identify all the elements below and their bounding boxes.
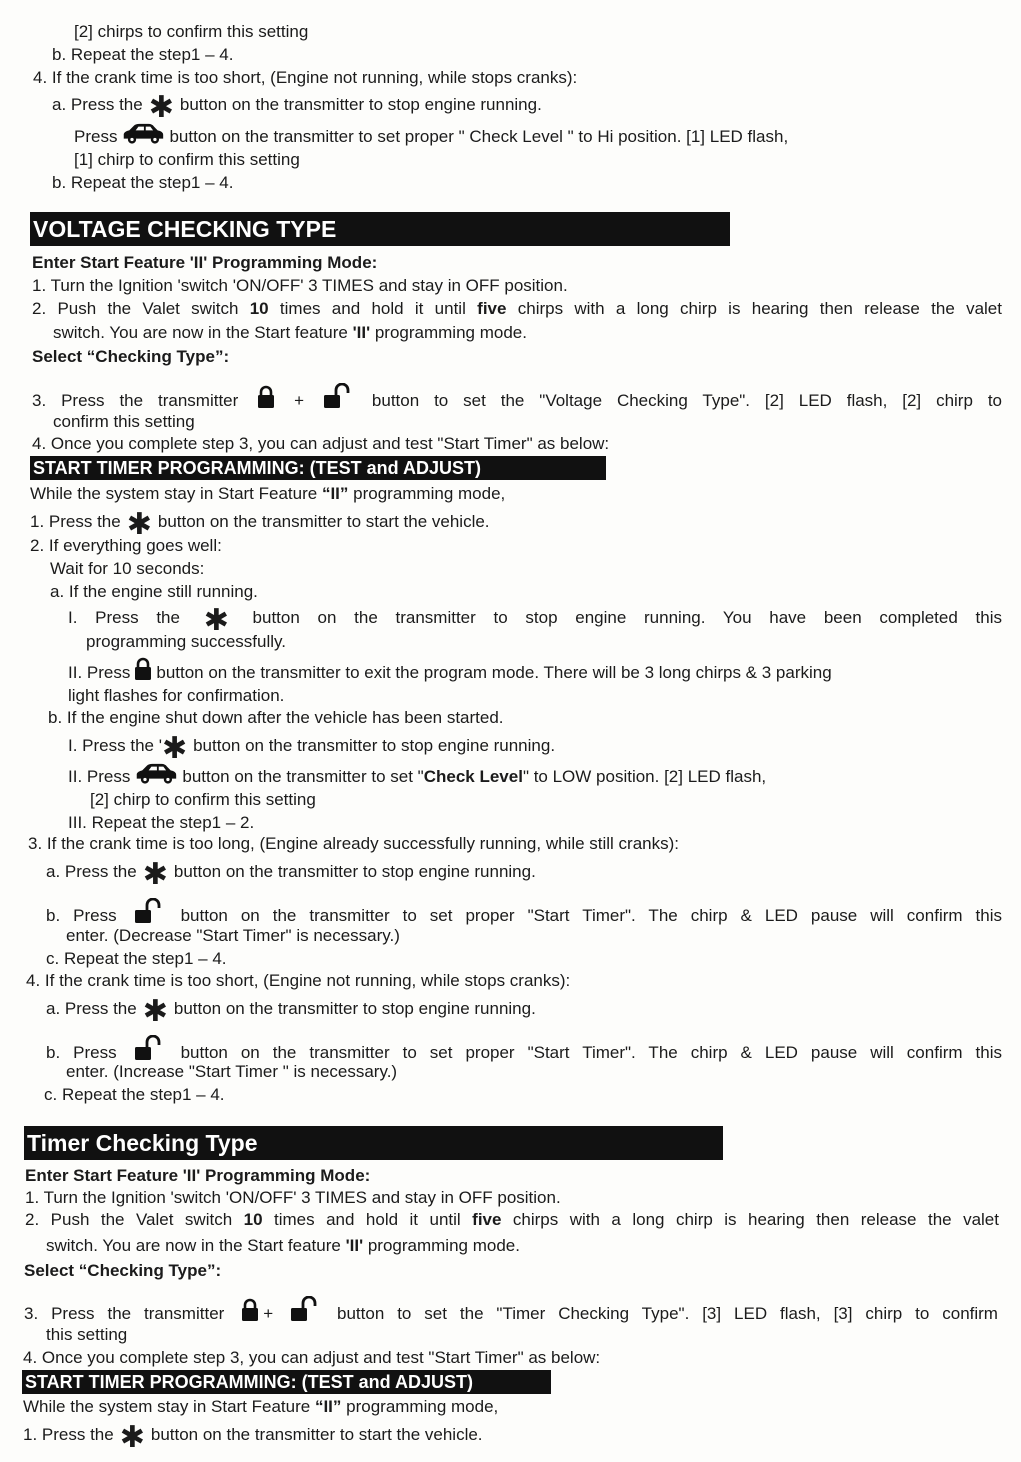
text-line: 4. Once you complete step 3, you can adjust and test "Start Timer" as below: <box>32 434 610 453</box>
text-line <box>30 508 490 541</box>
text-line: enter. (Increase "Start Timer " is necessary.) <box>66 1062 398 1081</box>
text-span: b. Press <box>46 906 117 925</box>
lock-icon <box>257 385 275 409</box>
text-span: 3. Press the transmitter <box>32 391 239 410</box>
text-line: 3. If the crank time is too long, (Engine already successfully running, while still cranks): <box>28 834 680 853</box>
text-span: I. Press the <box>68 608 180 627</box>
text-span: button on the transmitter to exit the program mode. There will be 3 long chirps & 3 parking <box>156 663 832 682</box>
text-line: 4. If the crank time is too short, (Engine not running, while stops cranks): <box>33 68 578 87</box>
text-span: programming mode, <box>348 484 506 503</box>
unlock-icon <box>290 1296 320 1322</box>
text-span: While the system stay in Start Feature <box>30 484 322 503</box>
text-line <box>46 858 536 891</box>
lock-icon <box>134 657 152 681</box>
text-line: 4. Once you complete step 3, you can adjust and test "Start Timer" as below: <box>23 1348 601 1367</box>
text-line: light flashes for confirmation. <box>68 686 285 705</box>
text-line <box>68 657 832 684</box>
text-line <box>68 604 1002 637</box>
text-span: 2. Push the Valet switch <box>32 299 250 318</box>
asterisk-icon: ✱ <box>142 995 168 1028</box>
unlock-icon <box>134 1035 164 1061</box>
text-span: switch. You are now in the Start feature <box>53 323 353 342</box>
text-line <box>68 763 766 788</box>
text-span: a. Press the <box>52 95 143 114</box>
text-line: c. Repeat the step1 – 4. <box>44 1085 225 1104</box>
text-span: five <box>477 299 507 318</box>
text-line <box>23 1421 483 1454</box>
text-span: button on the transmitter to set proper "Start Timer". The chirp & LED pause will confirm this <box>180 906 1002 925</box>
text-span: switch. You are now in the Start feature <box>46 1236 346 1255</box>
unlock-icon <box>323 383 353 409</box>
text-line: 4. If the crank time is too short, (Engine not running, while stops cranks): <box>26 971 571 990</box>
text-line: Wait for 10 seconds: <box>50 559 205 578</box>
text-line: b. If the engine shut down after the vehicle has been started. <box>48 708 504 727</box>
text-line: Enter Start Feature 'II' Programming Mode: <box>32 253 378 272</box>
text-line <box>46 898 1002 927</box>
text-span: 1. Press the <box>23 1425 114 1444</box>
text-line: programming successfully. <box>86 632 286 651</box>
asterisk-icon: ✱ <box>161 732 188 765</box>
text-line <box>30 482 505 505</box>
text-span: button on the transmitter to stop engine running. <box>173 862 536 881</box>
text-line: this setting <box>46 1325 128 1344</box>
text-span: a. Press the <box>46 999 137 1018</box>
text-line: Select “Checking Type”: <box>32 347 230 366</box>
text-span: button on the transmitter to stop engine running. <box>179 95 542 114</box>
text-span: times and hold it until <box>262 1210 473 1229</box>
asterisk-icon: ✱ <box>119 1421 145 1454</box>
text-span: 'II' <box>345 1236 364 1255</box>
text-span: programming mode, <box>341 1397 499 1416</box>
text-span: I. Press the ' <box>68 736 162 755</box>
text-line <box>52 91 542 124</box>
text-span: button on the transmitter to stop engine running. <box>173 999 536 1018</box>
text-span: button on the transmitter to stop engine running. You have been completed this <box>252 608 1002 627</box>
text-span: 3. Press the transmitter <box>24 1304 225 1323</box>
text-span: “II” <box>314 1397 342 1416</box>
text-line: b. Repeat the step1 – 4. <box>52 173 234 192</box>
text-span: button on the transmitter to start the vehicle. <box>157 512 490 531</box>
text-line: b. Repeat the step1 – 4. <box>52 45 234 64</box>
text-line <box>46 1234 520 1257</box>
text-span: chirps with a long chirp is hearing then release the valet <box>506 299 1002 318</box>
car-icon <box>134 763 178 785</box>
text-line: Enter Start Feature 'II' Programming Mode: <box>25 1166 371 1185</box>
text-line: 1. Turn the Ignition 'switch 'ON/OFF' 3 TIMES and stay in OFF position. <box>32 276 568 295</box>
text-span: 10 <box>243 1210 263 1229</box>
car-icon <box>121 123 165 145</box>
text-span: button to set the "Timer Checking Type". [3] LED flash, [3] chirp to confirm <box>337 1304 998 1323</box>
lock-icon <box>241 1298 259 1322</box>
text-line: confirm this setting <box>53 412 195 431</box>
text-span: button on the transmitter to stop engine running. <box>193 736 556 755</box>
text-span: II. Press <box>68 663 131 682</box>
text-span: button on the transmitter to set proper "Start Timer". The chirp & LED pause will confirm this <box>180 1043 1002 1062</box>
text-line <box>32 297 1002 320</box>
text-span: 1. Press the <box>30 512 121 531</box>
text-line <box>24 1296 998 1325</box>
text-line <box>25 1208 999 1231</box>
text-span: programming mode. <box>363 1236 520 1255</box>
text-span: b. Press <box>46 1043 117 1062</box>
asterisk-icon: ✱ <box>203 604 229 637</box>
text-span: “II” <box>321 484 349 503</box>
text-line <box>74 123 788 148</box>
text-span: Check Level <box>423 767 523 786</box>
section-heading-start-timer-2: START TIMER PROGRAMMING: (TEST and ADJUST) <box>22 1370 551 1394</box>
text-span: button on the transmitter to set " <box>182 767 424 786</box>
text-span: chirps with a long chirp is hearing then release the valet <box>501 1210 999 1229</box>
text-span: button on the transmitter to start the vehicle. <box>150 1425 483 1444</box>
section-heading-timer: Timer Checking Type <box>24 1126 723 1160</box>
text-line: enter. (Decrease "Start Timer" is necessary.) <box>66 926 400 945</box>
text-line: Select “Checking Type”: <box>24 1261 222 1280</box>
text-span: button on the transmitter to set proper " Check Level " to Hi position. [1] LED flash, <box>169 127 789 146</box>
text-span: 2. Push the Valet switch <box>25 1210 244 1229</box>
text-line: [2] chirp to confirm this setting <box>90 790 316 809</box>
section-heading-voltage: VOLTAGE CHECKING TYPE <box>30 212 730 246</box>
text-span: + <box>263 1304 274 1323</box>
text-span: times and hold it until <box>268 299 478 318</box>
text-line: c. Repeat the step1 – 4. <box>46 949 227 968</box>
section-heading-start-timer: START TIMER PROGRAMMING: (TEST and ADJUST) <box>30 456 606 480</box>
text-span: five <box>472 1210 502 1229</box>
text-line <box>32 383 1002 412</box>
asterisk-icon: ✱ <box>148 91 174 124</box>
text-span: 10 <box>249 299 269 318</box>
asterisk-icon: ✱ <box>126 508 152 541</box>
text-line: [1] chirp to confirm this setting <box>74 150 300 169</box>
text-line: [2] chirps to confirm this setting <box>74 22 309 41</box>
text-line <box>53 321 527 344</box>
text-span: " to LOW position. [2] LED flash, <box>522 767 767 786</box>
text-span: a. Press the <box>46 862 137 881</box>
text-span: + <box>294 391 305 410</box>
unlock-icon <box>134 898 164 924</box>
text-line: a. If the engine still running. <box>50 582 258 601</box>
text-line <box>23 1395 498 1418</box>
text-span: button to set the "Voltage Checking Type". [2] LED flash, [2] chirp to <box>371 391 1002 410</box>
text-span: While the system stay in Start Feature <box>23 1397 315 1416</box>
text-span: II. Press <box>68 767 131 786</box>
text-line <box>68 732 556 765</box>
text-span: 'II' <box>352 323 371 342</box>
text-line: III. Repeat the step1 – 2. <box>68 813 255 832</box>
text-line: 1. Turn the Ignition 'switch 'ON/OFF' 3 TIMES and stay in OFF position. <box>25 1188 561 1207</box>
asterisk-icon: ✱ <box>142 858 168 891</box>
text-span: programming mode. <box>370 323 527 342</box>
text-line: 2. If everything goes well: <box>30 536 222 555</box>
text-span: Press <box>74 127 118 146</box>
text-line <box>46 995 536 1028</box>
